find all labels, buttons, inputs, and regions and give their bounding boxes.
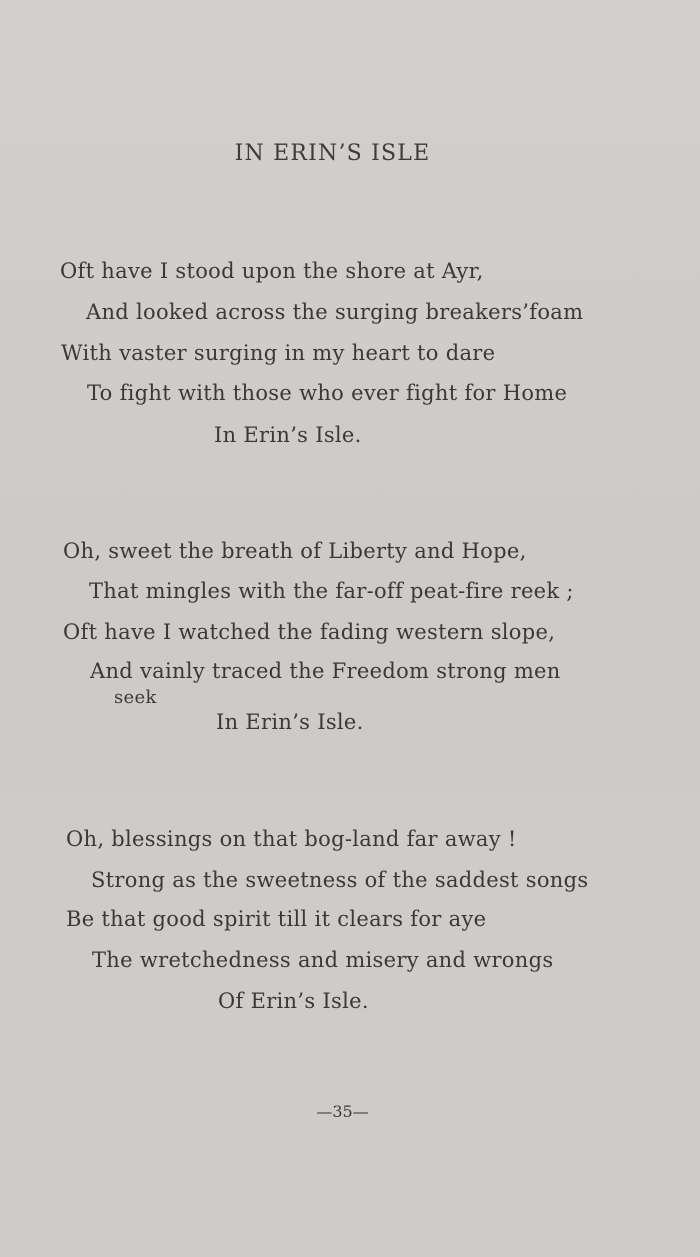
poem-line: And vainly traced the Freedom strong men bbox=[90, 659, 561, 683]
poem-refrain: In Erin’s Isle. bbox=[216, 710, 364, 734]
poem-line: Strong as the sweetness of the saddest songs bbox=[91, 868, 589, 892]
poem-line: That mingles with the far-off peat-fire reek ; bbox=[89, 579, 574, 603]
poem-line: Oft have I stood upon the shore at Ayr, bbox=[60, 259, 484, 283]
poem-line-continuation: seek bbox=[114, 687, 157, 708]
poem-refrain: In Erin’s Isle. bbox=[214, 423, 362, 447]
poem-line: The wretchedness and misery and wrongs bbox=[92, 948, 554, 972]
poem-line: And looked across the surging breakers’foam bbox=[86, 300, 584, 324]
page-number: —35— bbox=[316, 1102, 369, 1121]
poem-line: To fight with those who ever fight for Home bbox=[87, 381, 568, 405]
poem-line: Be that good spirit till it clears for aye bbox=[66, 907, 487, 931]
poem-refrain: Of Erin’s Isle. bbox=[218, 989, 369, 1013]
poem-line: Oft have I watched the fading western slope, bbox=[63, 620, 556, 644]
poem-title: IN ERIN’S ISLE bbox=[234, 141, 431, 166]
poem-line: With vaster surging in my heart to dare bbox=[61, 341, 496, 365]
poem-line: Oh, blessings on that bog-land far away ! bbox=[66, 827, 517, 851]
poem-line: Oh, sweet the breath of Liberty and Hope, bbox=[63, 539, 527, 563]
